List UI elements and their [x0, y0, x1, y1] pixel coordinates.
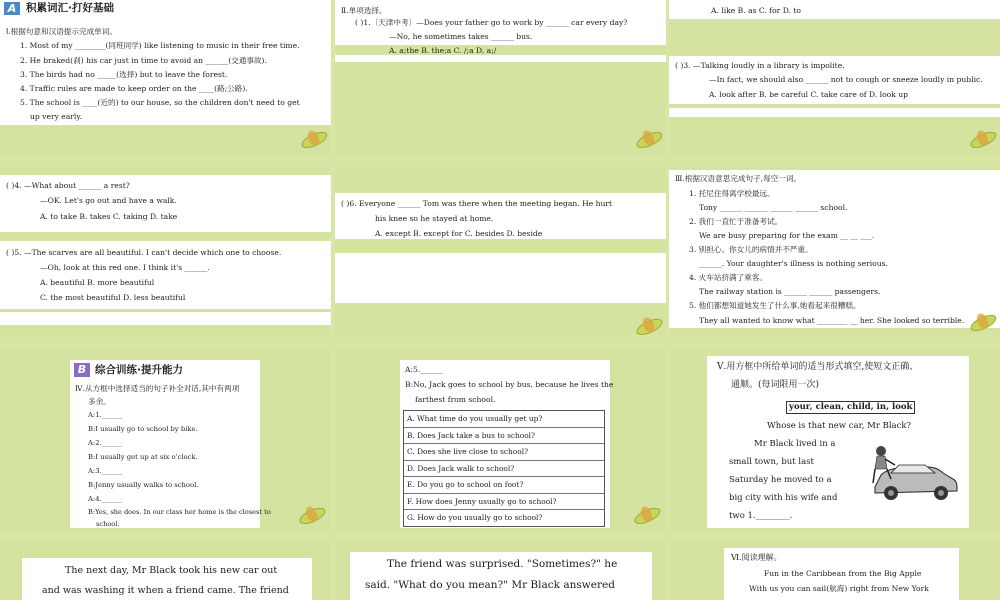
slide-9 [669, 348, 1000, 530]
section-a-heading: 积累词汇·打好基础 [26, 2, 114, 14]
q4-stem: ( )4. —What about ______ a rest? [6, 181, 130, 190]
exercise-1-title: Ⅰ.根据句意和汉语提示完成单词。 [6, 27, 117, 36]
section-a-tag: A [4, 2, 20, 15]
ex3-line: 3. 别担心。你女儿的病情并不严重。 [689, 245, 813, 254]
passage-line: two 1.________. [729, 511, 793, 521]
q1-line: —No, he sometimes takes ______ bus. [389, 32, 533, 41]
slide-4 [0, 167, 331, 335]
passage-line: small town, but last [729, 457, 814, 467]
slide-10 [0, 542, 331, 600]
option-item: D. Does Jack walk to school? [404, 461, 604, 478]
option-item: F. How does Jenny usually go to school? [404, 494, 604, 511]
exercise-4-title-cont: 多余。 [88, 397, 111, 406]
dialog-line: farthest from school. [415, 395, 496, 404]
option-item: E. Do you go to school on foot? [404, 477, 604, 494]
leaf-decoration-icon [633, 125, 666, 153]
ex3-line: Tony ______ ______ ______ ______ school. [699, 203, 848, 212]
q5-stem: ( )5. —The scarves are all beautiful. I can't decide which one to choose. [6, 248, 282, 257]
leaf-decoration-icon [296, 501, 329, 529]
option-item: G. How do you usually go to school? [407, 513, 543, 522]
q5-options: C. the most beautiful D. less beautiful [40, 293, 186, 302]
ex3-line: 5. 他们都想知道她发生了什么事,她看起来很糟糕。 [689, 301, 861, 310]
word-bank-box: your, clean, child, in, look [786, 401, 915, 414]
passage-line: Fun in the Caribbean from the Big Apple [764, 569, 922, 578]
ex3-line: ______. Your daughter's illness is nothing serious. [699, 259, 888, 268]
ex3-line: 1. 托尼住得离学校最远。 [689, 189, 775, 198]
q5-line: —Oh, look at this red one. I think it's ______. [40, 263, 210, 272]
option-item: C. Does she live close to school? [404, 444, 604, 461]
exercise-5-title: Ⅴ.用方框中所给单词的适当形式填空,使短文正确、 [717, 362, 919, 372]
leaf-decoration-icon [967, 125, 1000, 153]
option-item: B. Does Jack take a bus to school? [404, 428, 604, 445]
slide-5 [335, 167, 666, 335]
slide-8 [335, 348, 666, 530]
exercise-4-title: Ⅳ.从方框中选择适当的句子补全对话,其中有两项 [75, 384, 240, 393]
slide-12 [669, 542, 1000, 600]
section-b-tag: B [74, 363, 90, 377]
leaf-decoration-icon [298, 125, 331, 153]
ex3-line: We are busy preparing for the exam __ __ ___. [699, 231, 875, 240]
ex1-line: 5. The school is ____(近的) to our house, so the children don't need to get [20, 98, 300, 107]
q3-stem: ( )3. —Talking loudly in a library is impolite. [675, 61, 845, 70]
exercise-6-title: Ⅵ.阅读理解。 [731, 553, 782, 562]
q6-stem: ( )6. Everyone ______ Tom was there when the meeting began. He hurt [341, 199, 613, 208]
dialog-line: A:5.______ [405, 365, 444, 374]
leaf-decoration-icon [633, 312, 666, 335]
dialog-line: B:Jenny usually walks to school. [88, 481, 199, 489]
q3-options: A. look after B. be careful C. take care of D. look up [709, 90, 909, 99]
dialog-line: B:I usually go to school by bike. [88, 425, 198, 433]
slide-7 [0, 348, 331, 530]
passage-line: said. "What do you mean?" Mr Black answered [365, 579, 615, 591]
ex3-line: 4. 火车站挤满了乘客。 [689, 273, 768, 282]
passage-line: The next day, Mr Black took his new car out [65, 565, 278, 576]
passage-line: With us you can sail(航海) right from New York [749, 584, 929, 593]
q1-options: A. a;the B. the;a C. /;a D. a;/ [389, 46, 497, 55]
slide-11 [335, 542, 666, 600]
q5-options: A. beautiful B. more beautiful [40, 278, 155, 287]
options-box [403, 410, 605, 527]
dialog-line: B:No, Jack goes to school by bus, because he lives the [405, 380, 614, 389]
exercise-2-title: Ⅱ.单项选择。 [341, 6, 387, 15]
q4-options: A. to take B. takes C. taking D. take [40, 212, 178, 221]
q3-line: —In fact, we should also ______ not to cough or sneeze loudly in public. [709, 75, 983, 84]
q1-stem: ( )1.〔天津中考〕—Does your father go to work by ______ car every day? [355, 18, 628, 27]
q6-options: A. except B. except for C. besides D. beside [375, 229, 543, 238]
q6-line: his knee so he stayed at home. [375, 214, 494, 223]
q2-options: A. like B. as C. for D. to [711, 6, 801, 15]
leaf-decoration-icon [631, 501, 664, 529]
passage-line: and was washing it when a friend came. The friend [42, 585, 289, 596]
ex1-line: 1. Most of my ________(同班同学) like listening to music in their free time. [20, 41, 300, 50]
passage-title: Whose is that new car, Mr Black? [767, 421, 912, 431]
ex1-line: 4. Traffic rules are made to keep order on the ____(路;公路). [20, 84, 248, 93]
slide-3 [669, 0, 1000, 155]
dialog-line: A:3.______ [88, 467, 123, 475]
exercise-3-title: Ⅲ.根据汉语意思完成句子,每空一词。 [675, 174, 802, 183]
passage-line: big city with his wife and [729, 493, 838, 503]
ex1-line: up very early. [30, 112, 83, 121]
passage-line: Mr Black lived in a [754, 439, 836, 449]
exercise-5-title-cont: 通顺。(每词限用一次) [731, 380, 820, 390]
ex1-line: 3. The birds had no _____(选择) but to leave the forest. [20, 70, 228, 79]
dialog-line: A:4.______ [88, 495, 123, 503]
ex3-line: The railway station is ______ ______ passengers. [699, 287, 881, 296]
man-washing-car-image [869, 443, 961, 505]
slide-6 [669, 167, 1000, 335]
section-b-heading: 综合训练·提升能力 [95, 364, 183, 376]
ex3-line: 2. 我们一直忙于准备考试。 [689, 217, 783, 226]
slide-2 [335, 0, 666, 155]
ex1-line: 2. He braked(刹) his car just in time to avoid an ______(交通事故). [20, 56, 267, 65]
dialog-line: B:Yes, she does. In our class her home is the closest to [88, 508, 271, 516]
slide-1 [0, 0, 331, 155]
passage-line: Saturday he moved to a [729, 475, 832, 485]
passage-line: The friend was surprised. "Sometimes?" he [387, 558, 618, 570]
dialog-line: A:1.______ [88, 411, 123, 419]
dialog-line: A:2.______ [88, 439, 123, 447]
dialog-line: school. [96, 520, 120, 528]
dialog-line: B:I usually get up at six o'clock. [88, 453, 198, 461]
q4-line: —OK. Let's go out and have a walk. [40, 196, 177, 205]
option-item: A. What time do you usually get up? [404, 411, 604, 428]
ex3-line: They all wanted to know what ________ __ her. She looked so terrible. [699, 316, 965, 325]
